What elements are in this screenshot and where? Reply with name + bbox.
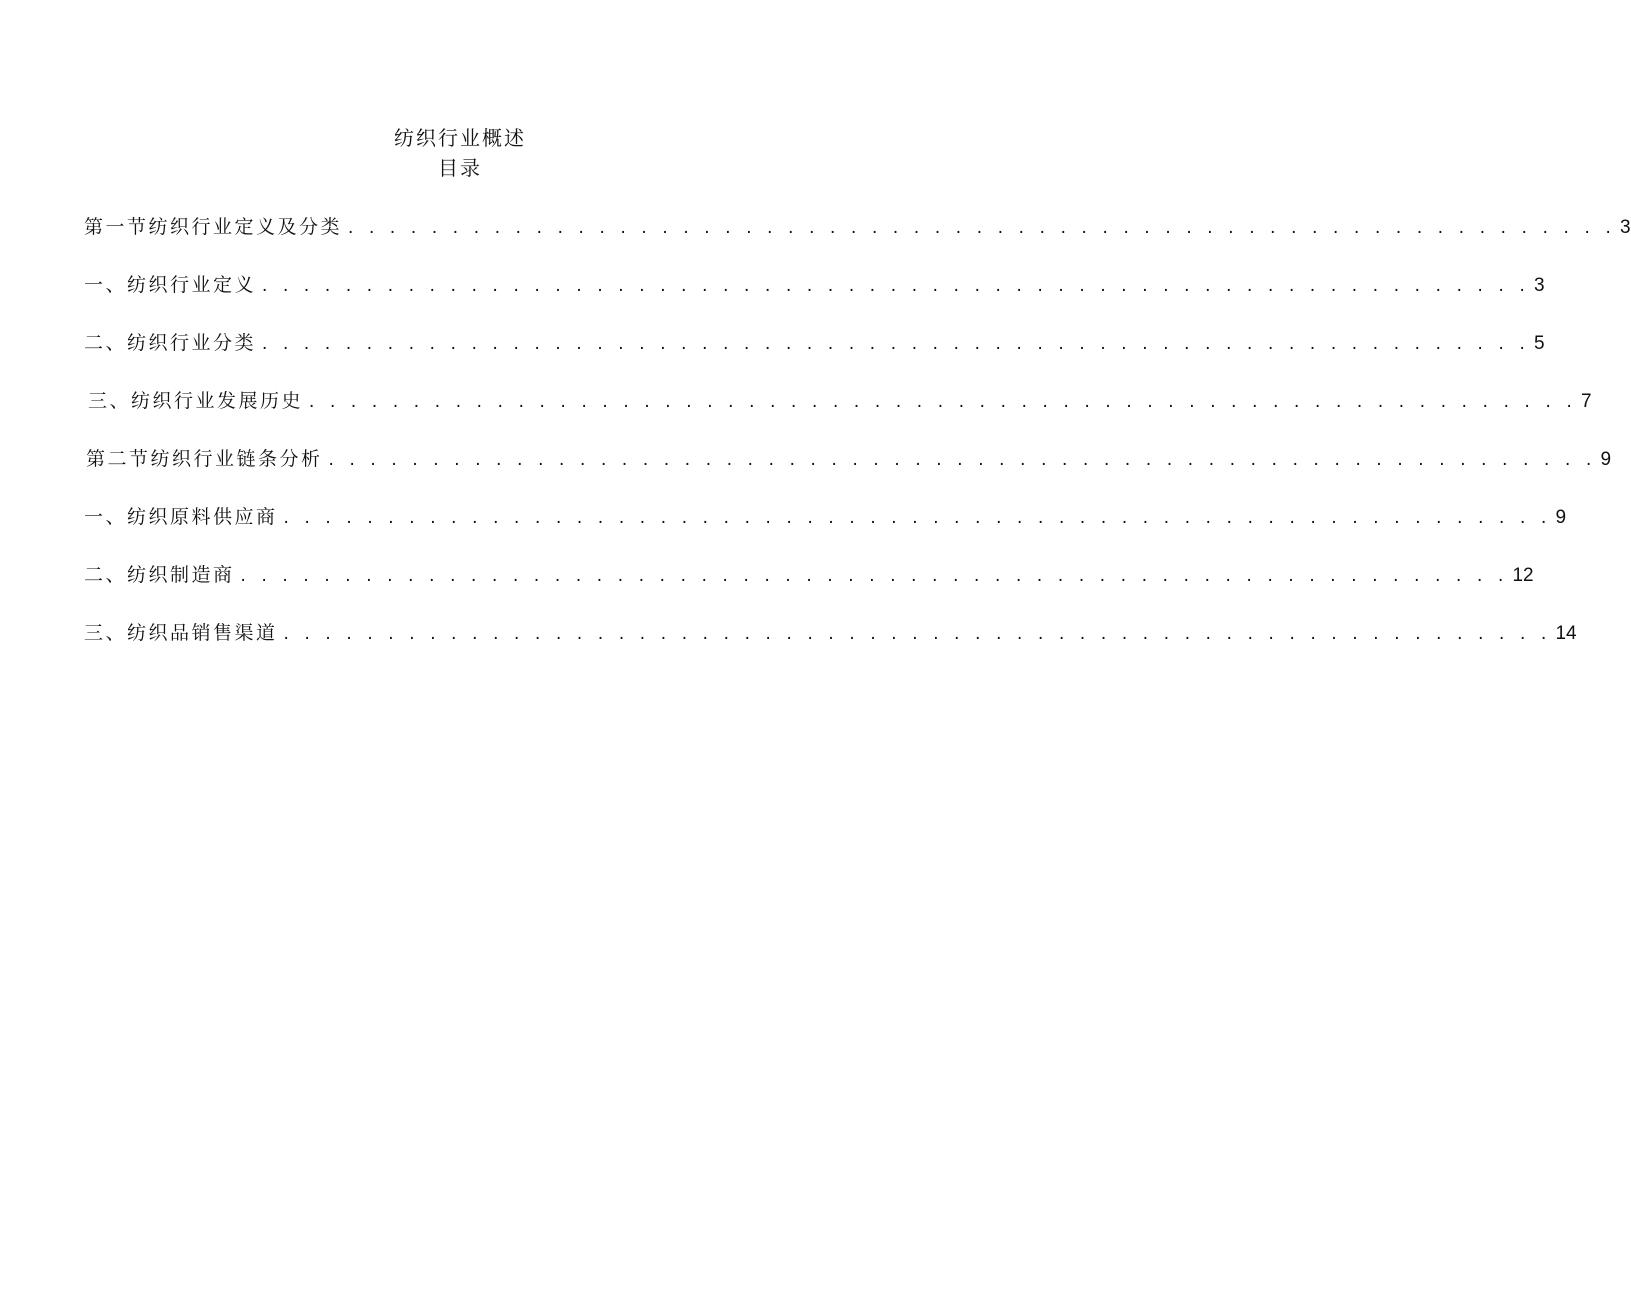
toc-entry[interactable]	[84, 270, 1545, 300]
toc-entry[interactable]	[84, 618, 1577, 648]
toc-entry[interactable]	[84, 328, 1545, 358]
toc-dot-leader: . . . . . . . . . . . . . . . . . . . . . . . . . . . . . . . . . . . . . . . . . . . . . . . . . . . . . . . . . . . . .	[328, 449, 1597, 470]
toc-entry-page: 9	[1555, 507, 1567, 528]
toc-dot-leader: . . . . . . . . . . . . . . . . . . . . . . . . . . . . . . . . . . . . . . . . . . . . . . . . . . . . . . . . . . . . .	[262, 275, 1530, 296]
toc-entry-label: 第二节纺织行业链条分析	[86, 448, 323, 470]
toc-entry[interactable]	[84, 502, 1567, 532]
toc-entry[interactable]	[86, 444, 1612, 474]
toc-entry[interactable]	[88, 386, 1592, 416]
toc-entry-page: 3	[1619, 217, 1631, 238]
toc-dot-leader: . . . . . . . . . . . . . . . . . . . . . . . . . . . . . . . . . . . . . . . . . . . . . . . . . . . . . . . . . . . . .	[262, 333, 1530, 354]
toc-dot-leader: . . . . . . . . . . . . . . . . . . . . . . . . . . . . . . . . . . . . . . . . . . . . . . . . . . . . . . . . . . . . .	[309, 391, 1577, 412]
toc-dot-leader: . . . . . . . . . . . . . . . . . . . . . . . . . . . . . . . . . . . . . . . . . . . . . . . . . . . . . . . . . . . . .	[283, 507, 1552, 528]
toc-entry-page: 3	[1533, 275, 1545, 296]
toc-entry-label: 二、纺织行业分类	[84, 332, 257, 354]
toc-entry-page: 5	[1533, 333, 1545, 354]
toc-entry-page: 12	[1512, 565, 1534, 586]
toc-entry[interactable]	[84, 212, 1631, 242]
toc-dot-leader: . . . . . . . . . . . . . . . . . . . . . . . . . . . . . . . . . . . . . . . . . . . . . . . . . . . . . . . . . . . . .	[283, 623, 1552, 644]
toc-entry-label: 二、纺织制造商	[84, 564, 235, 586]
toc-entry[interactable]	[84, 560, 1534, 590]
toc-entry-label: 第一节纺织行业定义及分类	[84, 216, 343, 238]
toc-entry-page: 9	[1600, 449, 1612, 470]
toc-entry-page: 7	[1580, 391, 1592, 412]
toc-entry-label: 一、纺织行业定义	[84, 274, 257, 296]
toc-entry-label: 三、纺织品销售渠道	[84, 622, 278, 644]
document-title: 纺织行业概述	[394, 126, 526, 150]
toc-entry-label: 三、纺织行业发展历史	[88, 390, 304, 412]
toc-dot-leader: . . . . . . . . . . . . . . . . . . . . . . . . . . . . . . . . . . . . . . . . . . . . . . . . . . . . . . . . . . . . .	[348, 217, 1616, 238]
toc-heading: 目录	[438, 156, 482, 180]
toc-entry-page: 14	[1555, 623, 1577, 644]
toc-dot-leader: . . . . . . . . . . . . . . . . . . . . . . . . . . . . . . . . . . . . . . . . . . . . . . . . . . . . . . . . . . . . .	[240, 565, 1509, 586]
toc-entry-label: 一、纺织原料供应商	[84, 506, 278, 528]
